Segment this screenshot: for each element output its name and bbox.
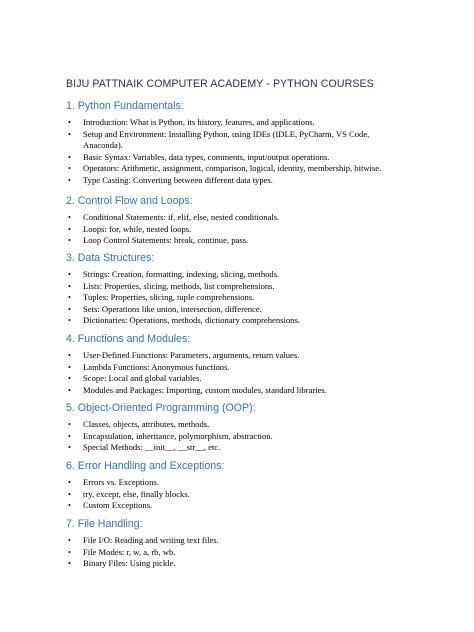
list-item-text: Loops: for, while, nested loops. [83, 223, 192, 234]
list-item-text: File Modes: r, w, a, rb, wb. [83, 546, 176, 557]
bullet-icon: • [68, 129, 71, 139]
bullet-icon: • [68, 175, 71, 185]
section-heading: 6. Error Handling and Exceptions: [66, 460, 225, 472]
bullet-icon: • [68, 281, 71, 291]
list-item [66, 535, 406, 547]
list-item-text: Encapsulation, inheritance, polymorphism, abstraction. [83, 430, 273, 441]
list-item-text: Classes, objects, attributes, methods. [83, 419, 210, 429]
list-item-text: Tuples: Properties, slicing, tuple comprehensions. [83, 292, 255, 303]
bullet-list [66, 117, 406, 187]
bullet-icon: • [68, 164, 71, 174]
list-item-text: Special Methods: __init__, __str__, etc. [83, 442, 221, 453]
list-item-text: Custom Exceptions. [83, 500, 153, 511]
list-item [66, 489, 406, 501]
bullet-icon: • [68, 431, 71, 441]
bullet-icon: • [68, 118, 71, 127]
list-item [66, 500, 406, 512]
bullet-list [66, 350, 406, 396]
list-item [66, 419, 406, 431]
list-item [66, 269, 406, 281]
list-item-text: Setup and Environment: Installing Python, using IDEs (IDLE, PyCharm, VS Code, Anaconda). [83, 128, 370, 151]
list-item [66, 362, 406, 374]
section-control-flow [66, 195, 406, 247]
section-heading: 7. File Handling: [66, 518, 143, 530]
bullet-icon: • [68, 293, 71, 303]
list-item-text: try, except, else, finally blocks. [83, 488, 190, 499]
bullet-icon: • [68, 374, 71, 384]
document-title: BIJU PATTNAIK COMPUTER ACADEMY - PYTHON COURSES [66, 78, 374, 90]
list-item [66, 235, 406, 247]
section-data-structures [66, 252, 406, 327]
bullet-icon: • [68, 478, 71, 487]
bullet-list [66, 212, 406, 247]
list-item-text: Lists: Properties, slicing, methods, list comprehensions. [83, 280, 275, 291]
bullet-list [66, 535, 406, 570]
bullet-icon: • [68, 270, 71, 279]
list-item [66, 547, 406, 559]
list-item-text: Introduction: What is Python, its history, features, and applications. [83, 117, 315, 127]
list-item-text: Basic Syntax: Variables, data types, comments, input/output operations. [83, 151, 330, 162]
list-item [66, 558, 406, 570]
list-item-text: File I/O: Reading and writing text files. [83, 535, 219, 545]
list-item [66, 350, 406, 362]
bullet-icon: • [68, 316, 71, 326]
list-item-text: Binary Files: Using pickle. [83, 558, 176, 569]
list-item-text: Modules and Packages: Importing, custom modules, standard libraries. [83, 384, 327, 395]
list-item-text: Errors vs. Exceptions. [83, 477, 159, 487]
list-item-text: User-Defined Functions: Parameters, arguments, return values. [83, 350, 300, 360]
section-error-handling [66, 460, 406, 512]
section-heading: 1. Python Fundamentals: [66, 100, 184, 112]
list-item-text: Strings: Creation, formatting, indexing, slicing, methods. [83, 269, 280, 279]
section-heading: 2. Control Flow and Loops: [66, 195, 193, 207]
bullet-icon: • [68, 420, 71, 429]
bullet-icon: • [68, 224, 71, 234]
list-item [66, 431, 406, 443]
list-item [66, 175, 406, 187]
bullet-icon: • [68, 489, 71, 499]
list-item [66, 129, 406, 152]
list-item [66, 281, 406, 293]
bullet-icon: • [68, 236, 71, 246]
list-item-text: Dictionaries: Operations, methods, dictionary comprehensions. [83, 315, 300, 326]
list-item [66, 224, 406, 236]
list-item-text: Sets: Operations like union, intersection, difference. [83, 303, 262, 314]
bullet-icon: • [68, 443, 71, 453]
section-heading: 4. Functions and Modules: [66, 333, 191, 345]
bullet-list [66, 477, 406, 512]
list-item [66, 477, 406, 489]
bullet-icon: • [68, 213, 71, 222]
list-item-text: Conditional Statements: if, elif, else, nested conditionals. [83, 212, 280, 222]
list-item [66, 442, 406, 454]
list-item-text: Lambda Functions: Anonymous functions. [83, 361, 230, 372]
list-item [66, 117, 406, 129]
list-item [66, 315, 406, 327]
bullet-icon: • [68, 385, 71, 395]
bullet-icon: • [68, 501, 71, 511]
section-functions-modules [66, 333, 406, 396]
section-heading: 5. Object-Oriented Programming (OOP): [66, 402, 256, 414]
bullet-icon: • [68, 152, 71, 162]
list-item [66, 152, 406, 164]
list-item-text: Operators: Arithmetic, assignment, comparison, logical, identity, membership, bitwise. [83, 163, 382, 174]
bullet-icon: • [68, 536, 71, 545]
section-oop [66, 402, 406, 454]
section-heading: 3. Data Structures: [66, 252, 155, 264]
bullet-icon: • [68, 559, 71, 569]
list-item [66, 212, 406, 224]
list-item [66, 385, 406, 397]
list-item-text: Scope: Local and global variables. [83, 373, 202, 384]
bullet-list [66, 269, 406, 327]
list-item [66, 292, 406, 304]
list-item [66, 304, 406, 316]
bullet-list [66, 419, 406, 454]
list-item-text: Type Casting: Converting between different data types. [83, 174, 273, 185]
list-item-text: Loop Control Statements: break, continue, pass. [83, 235, 249, 246]
bullet-icon: • [68, 362, 71, 372]
bullet-icon: • [68, 304, 71, 314]
bullet-icon: • [68, 351, 71, 360]
list-item [66, 163, 406, 175]
list-item [66, 373, 406, 385]
bullet-icon: • [68, 547, 71, 557]
section-file-handling [66, 518, 406, 570]
section-python-fundamentals [66, 100, 406, 187]
